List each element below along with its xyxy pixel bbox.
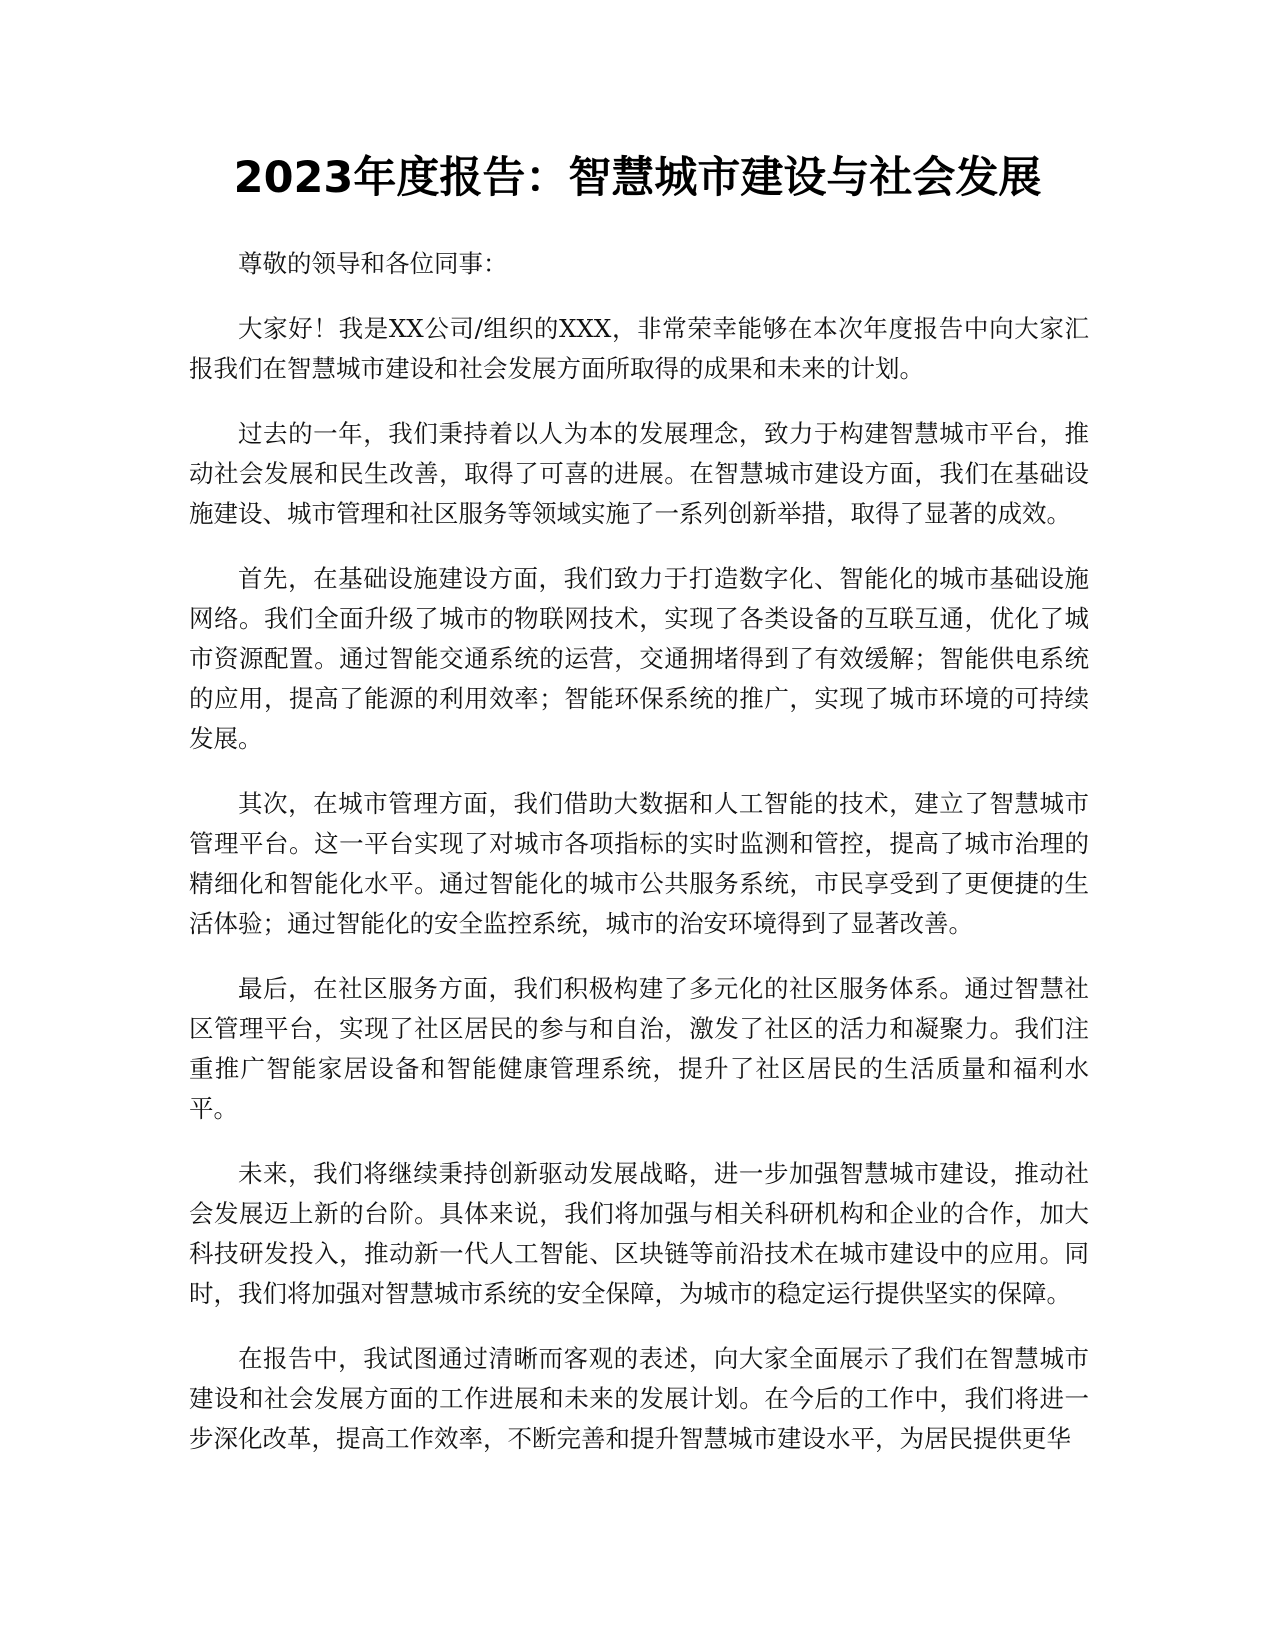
future-plans-paragraph: 未来，我们将继续秉持创新驱动发展战略，进一步加强智慧城市建设，推动社会发展迈上新的台阶。具体来说，我们将加强与相关科研机构和企业的合作，加大科技研发投入，推动新一代人工智能、区块链等前沿技术在城市建设中的应用。同时，我们将加强对智慧城市系统的安全保障，为城市的稳定运行提供坚实的保障。	[189, 1159, 1089, 1308]
greeting-paragraph: 大家好！我是XX公司/组织的XXX，非常荣幸能够在本次年度报告中向大家汇报我们在智慧城市建设和社会发展方面所取得的成果和未来的计划。	[189, 314, 1089, 383]
infrastructure-paragraph: 首先，在基础设施建设方面，我们致力于打造数字化、智能化的城市基础设施网络。我们全面升级了城市的物联网技术，实现了各类设备的互联互通，优化了城市资源配置。通过智能交通系统的运营，交通拥堵得到了有效缓解；智能供电系统的应用，提高了能源的利用效率；智能环保系统的推广，实现了城市环境的可持续发展。	[189, 564, 1089, 753]
summary-paragraph: 在报告中，我试图通过清晰而客观的表述，向大家全面展示了我们在智慧城市建设和社会发展方面的工作进展和未来的发展计划。在今后的工作中，我们将进一步深化改革，提高工作效率，不断完善和提升智慧城市建设水平，为居民提供更华	[189, 1344, 1089, 1453]
city-management-paragraph: 其次，在城市管理方面，我们借助大数据和人工智能的技术，建立了智慧城市管理平台。这一平台实现了对城市各项指标的实时监测和管控，提高了城市治理的精细化和智能化水平。通过智能化的城市公共服务系统，市民享受到了更便捷的生活体验；通过智能化的安全监控系统，城市的治安环境得到了显著改善。	[189, 789, 1089, 938]
community-service-paragraph: 最后，在社区服务方面，我们积极构建了多元化的社区服务体系。通过智慧社区管理平台，实现了社区居民的参与和自治，激发了社区的活力和凝聚力。我们注重推广智能家居设备和智能健康管理系统，提升了社区居民的生活质量和福利水平。	[189, 974, 1089, 1123]
document-title: 2023年度报告：智慧城市建设与社会发展	[233, 153, 1042, 203]
salutation-paragraph: 尊敬的领导和各位同事：	[238, 249, 508, 278]
document-body	[189, 244, 1089, 1484]
overview-paragraph: 过去的一年，我们秉持着以人为本的发展理念，致力于构建智慧城市平台，推动社会发展和民生改善，取得了可喜的进展。在智慧城市建设方面，我们在基础设施建设、城市管理和社区服务等领域实施了一系列创新举措，取得了显著的成效。	[189, 419, 1089, 528]
